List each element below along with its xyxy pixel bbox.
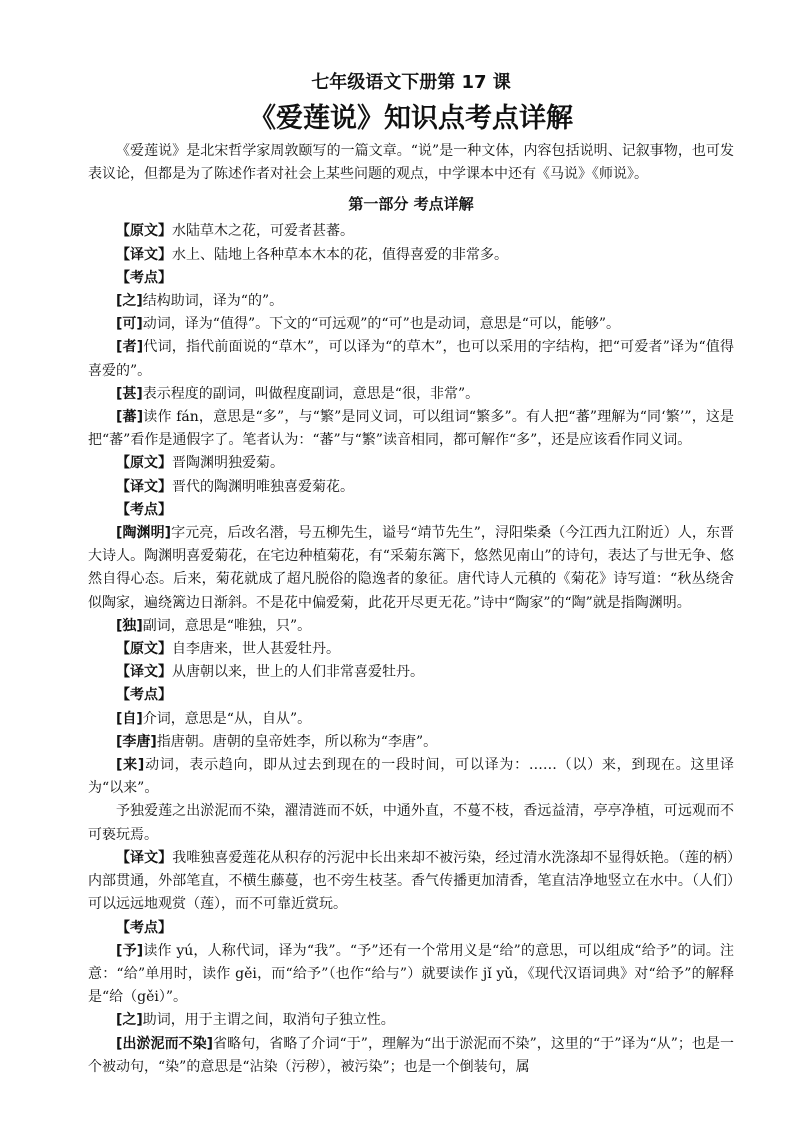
document-subtitle: 七年级语文下册第 17 课 bbox=[311, 72, 511, 93]
body-paragraph bbox=[88, 731, 734, 754]
paragraph-tag: [可] bbox=[116, 316, 143, 333]
body-paragraph bbox=[88, 476, 734, 499]
paragraph-tag: 【译文】 bbox=[116, 246, 172, 263]
body-paragraph bbox=[88, 615, 734, 638]
paragraph-tag: [之] bbox=[116, 1012, 143, 1029]
paragraph-text: 表示程度的副词，叫做程度副词，意思是“很，非常”。 bbox=[142, 385, 480, 402]
paragraph-tag: [来] bbox=[116, 757, 145, 774]
body-paragraph bbox=[88, 708, 734, 731]
paragraph-text: 字元亮，后改名潜，号五柳先生，谥号“靖节先生”，浔阳柴桑（今江西九江附近）人，东晋大诗人。陶渊明喜爱菊花，在宅边种植菊花，有“采菊东篱下，悠然见南山”的诗句，表达了与世无争、悠然自得心态。后来，菊花就成了超凡脱俗的隐逸者的象征。唐代诗人元稹的《菊花》诗写道：“秋丛绕舍似陶家，遍绕篱边日渐斜。不是花中偏爱菊，此花开尽更无花。”诗中“陶家”的“陶”就是指陶渊明。 bbox=[88, 525, 735, 611]
body-paragraph bbox=[88, 383, 734, 406]
body-paragraph bbox=[88, 220, 734, 243]
body-paragraph bbox=[88, 661, 734, 684]
paragraph-text: 代词，指代前面说的“草木”，可以译为“的草木”，也可以采用的字结构，把“可爱者”译为“值得喜爱的”。 bbox=[88, 339, 734, 379]
body-paragraph bbox=[88, 336, 734, 382]
document-body bbox=[88, 220, 734, 1079]
body-paragraph bbox=[88, 847, 734, 917]
body-paragraph bbox=[88, 754, 734, 800]
paragraph-text: 省略句，省略了介词“于”，理解为“出于淤泥而不染”，这里的“于”译为“从”；也是一个被动句，“染”的意思是“沾染（污秽），被污染”；也是一个倒装句，属 bbox=[88, 1035, 734, 1075]
paragraph-tag: [出淤泥而不染] bbox=[116, 1035, 214, 1052]
paragraph-tag: 【译文】 bbox=[116, 664, 172, 681]
paragraph-text: 我唯独喜爱莲花从积存的污泥中长出来却不被污染，经过清水洗涤却不显得妖艳。（莲的柄）内部贯通，外部笔直，不横生藤蔓，也不旁生枝茎。香气传播更加清香，笔直洁净地竖立在水中。（人们）可以远远地观赏（莲），而不可靠近赏玩。 bbox=[88, 849, 735, 913]
paragraph-tag: [独] bbox=[116, 617, 143, 634]
paragraph-text: 助词，用于主谓之间，取消句子独立性。 bbox=[142, 1012, 395, 1029]
paragraph-text: 予独爱莲之出淤泥而不染，濯清涟而不妖，中通外直，不蔓不枝，香远益清，亭亭净植，可远观而不可亵玩焉。 bbox=[88, 803, 734, 843]
paragraph-tag: 【考点】 bbox=[116, 501, 172, 518]
body-paragraph bbox=[88, 1009, 734, 1032]
paragraph-tag: 【考点】 bbox=[116, 269, 172, 286]
paragraph-text: 水陆草木之花，可爱者甚蕃。 bbox=[172, 223, 354, 240]
body-paragraph bbox=[88, 522, 734, 615]
body-paragraph bbox=[88, 940, 734, 1010]
intro-paragraph: 《爱莲说》是北宋哲学家周敦颐写的一篇文章。“说”是一种文体，内容包括说明、记叙事物，也可发表议论，但都是为了陈述作者对社会上某些问题的观点，中学课本中还有《马说》《师说》。 bbox=[88, 143, 734, 183]
paragraph-tag: [甚] bbox=[116, 385, 143, 402]
body-paragraph bbox=[88, 290, 734, 313]
paragraph-tag: [李唐] bbox=[116, 733, 157, 750]
body-paragraph bbox=[88, 452, 734, 475]
paragraph-tag: 【原文】 bbox=[116, 641, 172, 658]
paragraph-tag: [自] bbox=[116, 710, 143, 727]
body-paragraph bbox=[88, 406, 734, 452]
paragraph-text: 自李唐来，世人甚爱牡丹。 bbox=[172, 641, 340, 658]
paragraph-tag: [陶渊明] bbox=[116, 525, 172, 542]
document-title: 《爱莲说》知识点考点详解 bbox=[249, 103, 573, 134]
paragraph-tag: 【考点】 bbox=[116, 919, 172, 936]
body-paragraph bbox=[88, 244, 734, 267]
paragraph-text: 水上、陆地上各种草本木本的花，值得喜爱的非常多。 bbox=[172, 246, 508, 263]
paragraph-tag: [予] bbox=[116, 942, 144, 959]
paragraph-text: 晋代的陶渊明唯独喜爱菊花。 bbox=[172, 478, 354, 495]
paragraph-text: 指唐朝。唐朝的皇帝姓李，所以称为“李唐”。 bbox=[156, 733, 438, 750]
section-heading: 第一部分 考点详解 bbox=[348, 195, 474, 214]
paragraph-tag: [之] bbox=[116, 293, 143, 310]
body-paragraph bbox=[88, 267, 734, 290]
body-paragraph bbox=[88, 917, 734, 940]
paragraph-tag: 【译文】 bbox=[116, 849, 173, 866]
paragraph-tag: 【原文】 bbox=[116, 223, 172, 240]
paragraph-tag: [蕃] bbox=[116, 409, 144, 426]
paragraph-tag: [者] bbox=[116, 339, 144, 356]
body-paragraph bbox=[88, 800, 734, 846]
paragraph-text: 晋陶渊明独爱菊。 bbox=[172, 455, 284, 472]
paragraph-text: 副词，意思是“唯独，只”。 bbox=[142, 617, 312, 634]
paragraph-tag: 【考点】 bbox=[116, 687, 172, 704]
body-paragraph bbox=[88, 684, 734, 707]
paragraph-text: 动词，表示趋向，即从过去到现在的一段时间，可以译为：……（以）来，到现在。这里译为“以来”。 bbox=[88, 757, 735, 797]
body-paragraph bbox=[88, 313, 734, 336]
paragraph-text: 读作 yú，人称代词，译为“我”。“予”还有一个常用义是“给”的意思，可以组成“给予”的词。注意：“给”单用时，读作 gěi，而“给予”（也作“给与”）就要读作 jǐ yǔ，《现代汉语词典》对“给予”的解释是“给（gěi）”。 bbox=[88, 942, 734, 1006]
paragraph-text: 动词，译为“值得”。下文的“可远观”的“可”也是动词，意思是“可以，能够”。 bbox=[142, 316, 621, 333]
paragraph-text: 读作 fán，意思是“多”，与“繁”是同义词，可以组词“繁多”。有人把“蕃”理解为“同‘繁’”，这是把“蕃”看作是通假字了。笔者认为：“蕃”与“繁”读音相同，都可解作“多”，还是应该看作同义词。 bbox=[88, 409, 735, 449]
paragraph-text: 介词，意思是“从，自从”。 bbox=[142, 710, 312, 727]
body-paragraph bbox=[88, 1033, 734, 1079]
paragraph-tag: 【译文】 bbox=[116, 478, 172, 495]
paragraph-tag: 【原文】 bbox=[116, 455, 172, 472]
body-paragraph bbox=[88, 499, 734, 522]
paragraph-text: 结构助词，译为“的”。 bbox=[142, 293, 284, 310]
paragraph-text: 从唐朝以来，世上的人们非常喜爱牡丹。 bbox=[172, 664, 424, 681]
body-paragraph bbox=[88, 638, 734, 661]
